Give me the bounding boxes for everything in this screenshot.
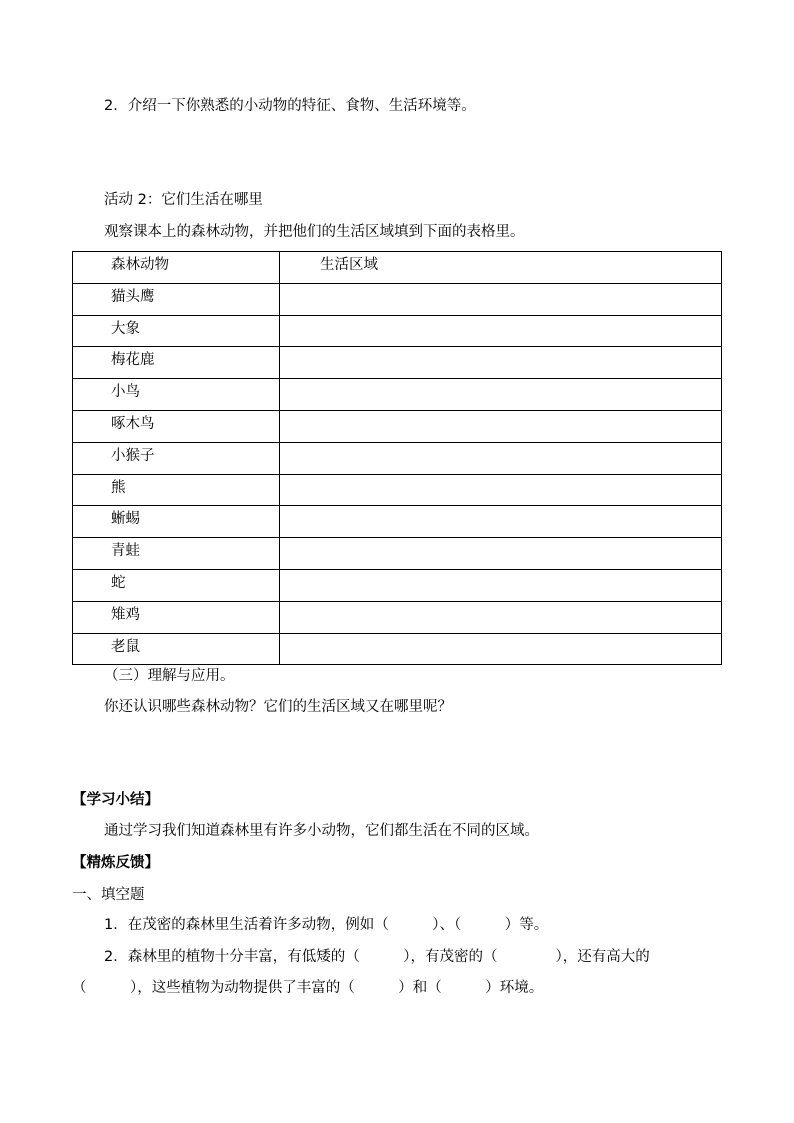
table-row xyxy=(73,283,722,315)
table-row xyxy=(73,633,722,665)
part-1-title: 一、填空题 xyxy=(72,887,145,903)
table-row xyxy=(73,315,722,347)
fill-blank-q1: 1．在茂密的森林里生活着许多动物，例如（ ）、（ ）等。 xyxy=(104,917,549,933)
table-row xyxy=(73,474,722,506)
animal-name: 老鼠 xyxy=(111,638,140,655)
zone-value xyxy=(280,602,721,605)
animal-name: 蜥蜴 xyxy=(111,511,140,528)
animal-cell xyxy=(73,633,280,665)
activity-2-title: 活动 2：它们生活在哪里 xyxy=(104,192,263,208)
zone-value xyxy=(280,347,721,350)
fill-blank-q2-line2: （ ），这些植物为动物提供了丰富的（ ）和（ ）环境。 xyxy=(72,980,544,996)
animal-cell xyxy=(73,601,280,633)
zone-cell[interactable] xyxy=(280,315,722,347)
animal-name: 梅花鹿 xyxy=(111,352,155,369)
feedback-heading: 【精炼反馈】 xyxy=(72,855,159,871)
table-row xyxy=(73,379,722,411)
table-row xyxy=(73,442,722,474)
zone-value xyxy=(280,506,721,509)
zone-value xyxy=(280,634,721,637)
zone-value xyxy=(280,284,721,287)
zone-cell[interactable] xyxy=(280,410,722,442)
zone-cell[interactable] xyxy=(280,347,722,379)
animal-zone-table xyxy=(72,251,722,665)
activity-2-instruction: 观察课本上的森林动物，并把他们的生活区域填到下面的表格里。 xyxy=(104,224,525,240)
zone-cell[interactable] xyxy=(280,474,722,506)
zone-cell[interactable] xyxy=(280,283,722,315)
zone-value xyxy=(280,411,721,414)
section-3-question: 你还认识哪些森林动物？它们的生活区域又在哪里呢？ xyxy=(104,699,452,715)
zone-value xyxy=(280,443,721,446)
section-3-title: （三）理解与应用。 xyxy=(104,668,235,684)
summary-text: 通过学习我们知道森林里有许多小动物，它们都生活在不同的区域。 xyxy=(104,823,539,839)
animal-name: 蛇 xyxy=(111,574,126,591)
table-row xyxy=(73,347,722,379)
animal-cell xyxy=(73,410,280,442)
animal-name: 猫头鹰 xyxy=(111,288,155,305)
question-2: 2．介绍一下你熟悉的小动物的特征、食物、生活环境等。 xyxy=(104,98,476,114)
animal-cell xyxy=(73,474,280,506)
zone-value xyxy=(280,475,721,478)
table-header-cell xyxy=(73,252,280,284)
zone-cell[interactable] xyxy=(280,442,722,474)
animal-cell xyxy=(73,347,280,379)
header-zone: 生活区域 xyxy=(320,257,378,273)
zone-value xyxy=(280,316,721,319)
animal-name: 小猴子 xyxy=(111,447,155,464)
header-animal: 森林动物 xyxy=(111,257,169,273)
animal-cell xyxy=(73,569,280,601)
animal-name: 啄木鸟 xyxy=(111,415,155,432)
animal-cell xyxy=(73,315,280,347)
animal-cell xyxy=(73,283,280,315)
zone-cell[interactable] xyxy=(280,538,722,570)
zone-cell[interactable] xyxy=(280,569,722,601)
animal-name: 青蛙 xyxy=(111,543,140,560)
zone-cell[interactable] xyxy=(280,379,722,411)
zone-cell[interactable] xyxy=(280,506,722,538)
table-row xyxy=(73,601,722,633)
zone-cell[interactable] xyxy=(280,633,722,665)
table-row xyxy=(73,410,722,442)
animal-name: 雉鸡 xyxy=(111,606,140,623)
animal-name: 大象 xyxy=(111,320,140,337)
zone-value xyxy=(280,538,721,541)
animal-cell xyxy=(73,442,280,474)
animal-cell xyxy=(73,538,280,570)
zone-value xyxy=(280,379,721,382)
animal-cell xyxy=(73,379,280,411)
table-row xyxy=(73,506,722,538)
summary-heading: 【学习小结】 xyxy=(72,792,159,808)
fill-blank-q2-line1: 2．森林里的植物十分丰富，有低矮的（ ），有茂密的（ ），还有高大的 xyxy=(104,949,650,965)
table-row xyxy=(73,538,722,570)
table-header-row xyxy=(73,252,722,284)
zone-value xyxy=(280,570,721,573)
table-header-cell xyxy=(280,252,722,284)
zone-cell[interactable] xyxy=(280,601,722,633)
animal-cell xyxy=(73,506,280,538)
animal-name: 小鸟 xyxy=(111,384,140,401)
animal-name: 熊 xyxy=(111,479,126,496)
table-row xyxy=(73,569,722,601)
